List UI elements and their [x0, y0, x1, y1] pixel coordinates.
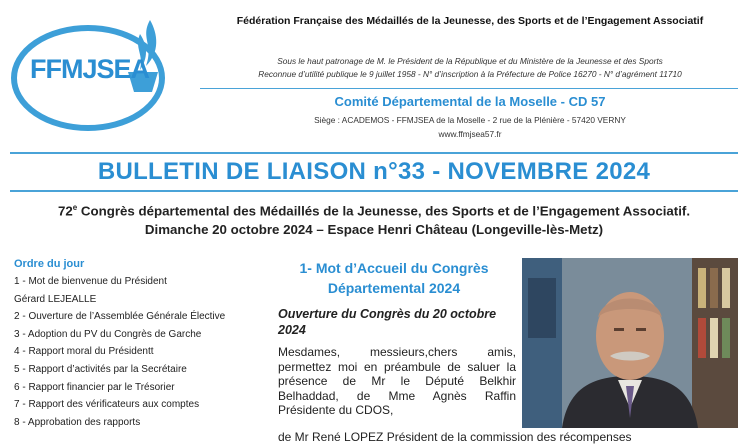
agenda [14, 258, 264, 431]
address-block [200, 113, 740, 141]
section-body-continued: de Mr René LOPEZ Président de la commission des récompenses [278, 430, 632, 444]
congress-number-suffix: e [72, 203, 78, 212]
committee-name: Comité Départemental de la Moselle - CD 57 [334, 94, 606, 109]
agenda-item: 8 - Approbation des rapports [14, 416, 141, 428]
president-portrait-photo [522, 258, 738, 428]
agenda-item: 5 - Rapport d’activités par la Secrétaire [14, 363, 187, 375]
address-line: Siège : ACADEMOS - FFMJSEA de la Moselle - 2 rue de la Plénière - 57420 VERNY [314, 115, 626, 125]
patronage-line: Reconnue d’utilité publique le 9 juillet 1958 - N° d’inscription à la Préfecture de Police 16270 - N° d’agrément 11710 [258, 69, 682, 79]
agenda-title: Ordre du jour [14, 258, 85, 270]
patronage-block [200, 55, 740, 81]
congress-heading [10, 198, 738, 239]
agenda-item: Gérard LEJEALLE [14, 293, 97, 305]
website-link[interactable]: www.ffmjsea57.fr [438, 129, 502, 139]
agenda-item: 6 - Rapport financier par le Trésorier [14, 381, 175, 393]
logo-wordmark: FFMJSEA [30, 54, 150, 84]
congress-line1 [10, 198, 738, 220]
org-name: Fédération Française des Médaillés de la Jeunesse, des Sports et de l’Engagement Associatif [236, 15, 704, 27]
bulletin-title: BULLETIN DE LIAISON n°33 - NOVEMBRE 2024 [10, 152, 738, 192]
patronage-line: Sous le haut patronage de M. le Président de la République et du Ministère de la Jeunesse et des Sports [277, 56, 663, 66]
section-body: Mesdames, messieurs,chers amis, permettez moi en préambule de saluer la présence de Mr le Député Belkhir Belhaddad, de Mme Agnès Raffin Présidente du CDOS, [278, 345, 516, 418]
portrait-image [522, 258, 738, 428]
section-subtitle: Ouverture du Congrès du 20 octobre 2024 [278, 307, 497, 337]
agenda-item: 7 - Rapport des vérificateurs aux comptes [14, 399, 200, 411]
agenda-item: 2 - Ouverture de l’Assemblée Générale Élective [14, 311, 226, 323]
agenda-item: 3 - Adoption du PV du Congrès de Garche [14, 328, 202, 340]
header-divider [200, 88, 738, 89]
congress-date-place: Dimanche 20 octobre 2024 – Espace Henri Château (Longeville-lès-Metz) [144, 222, 604, 238]
agenda-item: 4 - Rapport moral du Présidentt [14, 346, 154, 358]
agenda-list [14, 273, 264, 431]
agenda-item: 1 - Mot de bienvenue du Président [14, 276, 167, 287]
section-title: 1- Mot d’Accueil du Congrès Départemental 2024 [299, 260, 489, 296]
congress-title: Congrès départemental des Médaillés de la Jeunesse, des Sports et de l’Engagement Associatif. [77, 203, 691, 219]
congress-number: 72 [57, 203, 73, 219]
